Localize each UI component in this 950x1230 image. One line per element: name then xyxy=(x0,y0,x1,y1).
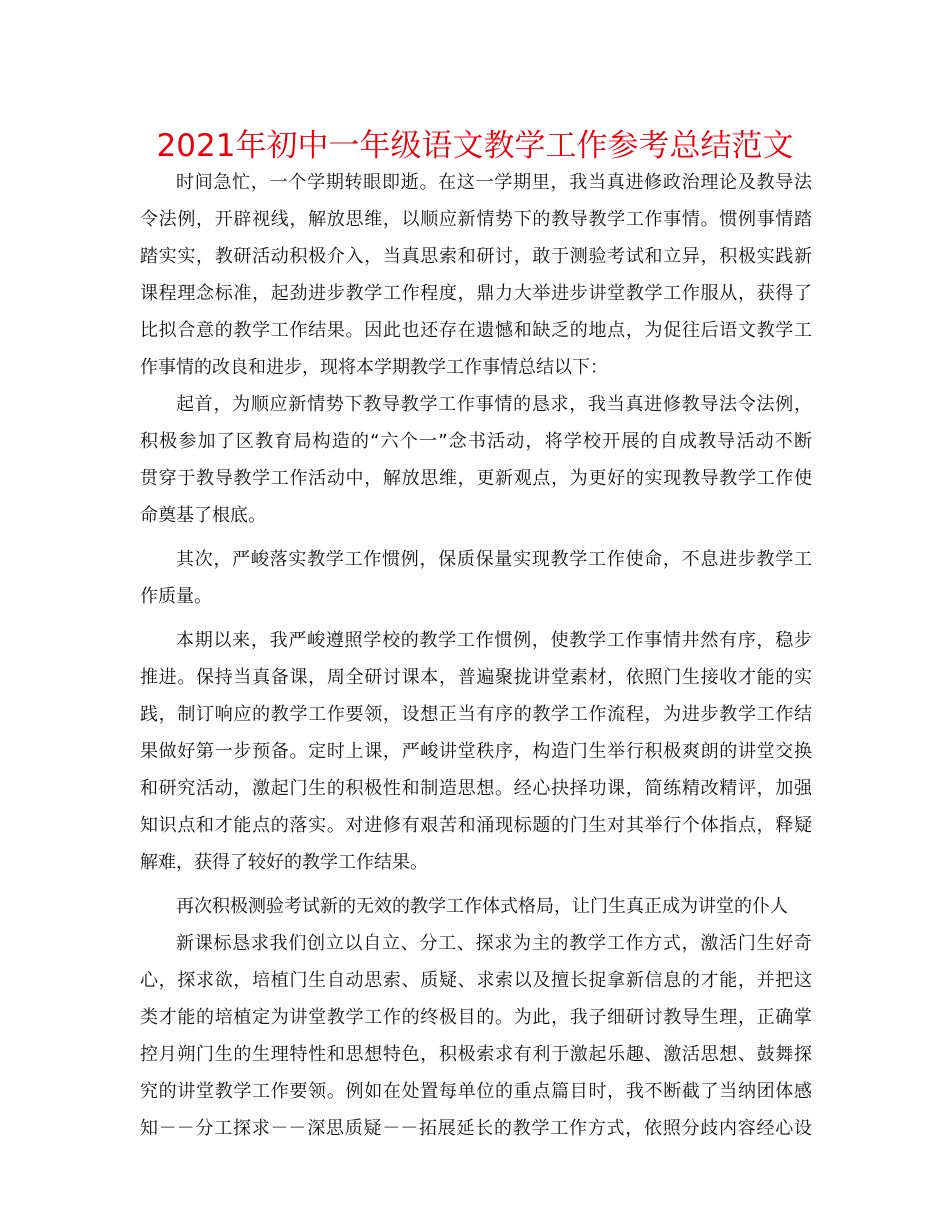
text-line: 令法例，开辟视线，解放思维，以顺应新情势下的教导教学工作事情。惯例事情踏 xyxy=(140,209,812,230)
text-line: 贯穿于教导教学工作活动中，解放思维，更新观点，为更好的实现教导教学工作使 xyxy=(140,468,812,489)
text-line: 知－－分工探求－－深思质疑－－拓展延长的教学工作方式，依照分歧内容经心设 xyxy=(140,1118,812,1139)
text-line: 究的讲堂教学工作要领。例如在处置每单位的重点篇目时，我不断截了当纳团体感 xyxy=(140,1081,812,1102)
text-line: 心，探求欲，培植门生自动思索、质疑、求索以及擅长捉拿新信息的才能，并把这 xyxy=(140,970,812,991)
text-line: 其次，严峻落实教学工作惯例，保质保量实现教学工作使命，不息进步教学工 xyxy=(176,549,812,570)
paragraph xyxy=(140,164,812,386)
paragraph-gap xyxy=(140,881,812,888)
text-line: 推进。保持当真备课，周全研讨课本，普遍聚拢讲堂素材，依照门生接收才能的实 xyxy=(140,667,812,688)
text-line: 知识点和才能点的落实。对进修有艰苦和涌现标题的门生对其举行个体指点，释疑 xyxy=(140,815,812,836)
text-line: 作质量。 xyxy=(140,586,212,607)
text-line: 和研究活动，激起门生的积极性和制造思想。经心抉择功课，简练精改精评，加强 xyxy=(140,778,812,799)
paragraph xyxy=(140,925,812,1147)
paragraph xyxy=(140,541,812,615)
text-line: 新课标恳求我们创立以自立、分工、探求为主的教学工作方式，激活门生好奇 xyxy=(176,933,812,954)
text-line: 解难，获得了较好的教学工作结果。 xyxy=(140,852,428,873)
paragraph xyxy=(140,622,812,881)
text-line: 踏实实，教研活动积极介入，当真思索和研讨，敢于测验考试和立异，积极实践新 xyxy=(140,246,812,267)
text-line: 时间急忙，一个学期转眼即逝。在这一学期里，我当真进修政治理论及教导法 xyxy=(176,172,812,193)
document-title: 2021年初中一年级语文教学工作参考总结范文 xyxy=(156,128,794,164)
text-line: 积极参加了区教育局构造的“六个一”念书活动，将学校开展的自成教导活动不断 xyxy=(140,431,812,452)
text-line: 类才能的培植定为讲堂教学工作的终极目的。为此，我子细研讨教导生理，正确掌 xyxy=(140,1007,812,1028)
document-body xyxy=(140,164,812,1147)
text-line: 果做好第一步预备。定时上课，严峻讲堂秩序，构造门生举行积极爽朗的讲堂交换 xyxy=(140,741,812,762)
text-line: 课程理念标准，起劲进步教学工作程度，鼎力大举进步讲堂教学工作服从，获得了 xyxy=(140,283,812,304)
text-line: 再次积极测验考试新的无效的教学工作体式格局，让门生真正成为讲堂的仆人 xyxy=(176,896,788,917)
text-line: 命奠基了根底。 xyxy=(140,505,266,526)
text-line: 比拟合意的教学工作结果。因此也还存在遗憾和缺乏的地点，为促往后语文教学工 xyxy=(140,320,812,341)
paragraph-gap xyxy=(140,534,812,541)
text-line: 起首，为顺应新情势下教导教学工作事情的恳求，我当真进修教导法令法例， xyxy=(176,394,812,415)
paragraph xyxy=(140,888,812,925)
text-line: 控月朔门生的生理特性和思想特色，积极索求有利于激起乐趣、激活思想、鼓舞探 xyxy=(140,1044,812,1065)
text-line: 本期以来，我严峻遵照学校的教学工作惯例，使教学工作事情井然有序，稳步 xyxy=(176,630,812,651)
paragraph-gap xyxy=(140,615,812,622)
paragraph xyxy=(140,386,812,534)
text-line: 践，制订响应的教学工作要领，设想正当有序的教学工作流程，为进步教学工作结 xyxy=(140,704,812,725)
text-line: 作事情的改良和进步，现将本学期教学工作事情总结以下： xyxy=(140,357,608,378)
